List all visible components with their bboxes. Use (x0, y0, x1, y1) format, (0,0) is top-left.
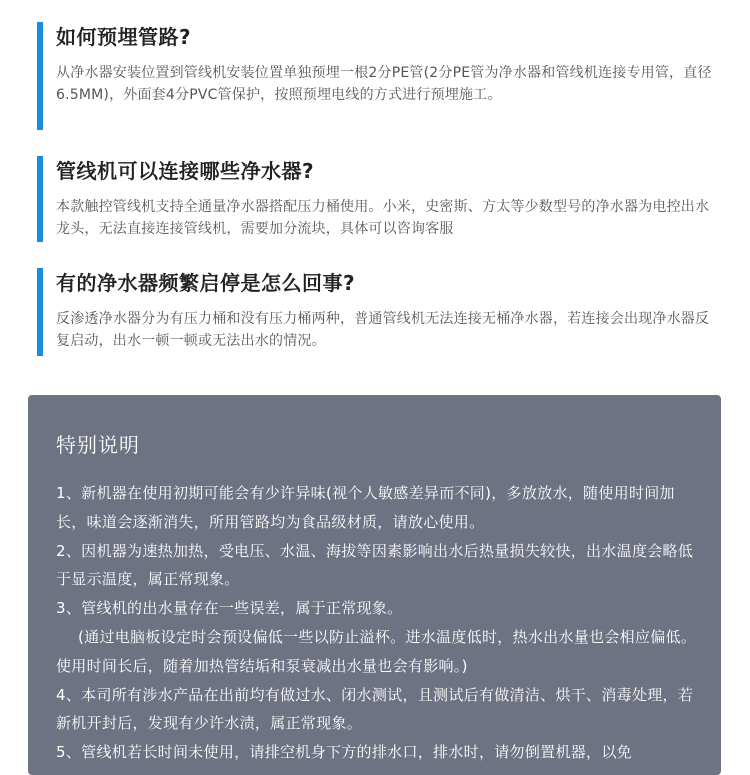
notice-item: 2、因机器为速热加热，受电压、水温、海拔等因素影响出水后热量损失较快，出水温度会略低于显示温度，属正常现象。 (56, 541, 694, 589)
faq-section-preembed-pipe (37, 22, 717, 106)
notice-item: 1、新机器在使用初期可能会有少许异味(视个人敏感差异而不同)，多放放水，随使用时间加长，味道会逐渐消失，所用管路均为食品级材质，请放心使用。 (56, 484, 675, 531)
faq-section-compatible-purifiers (37, 156, 717, 240)
notice-title: 特别说明 (56, 433, 140, 457)
notice-item-note: (通过电脑板设定时会预设偏低一些以防止溢杯。进水温度低时，热水出水量也会相应偏低。使用时间长后，随着加热管结垢和泵衰减出水量也会有影响。) (56, 627, 697, 675)
faq-section-frequent-restart (37, 268, 717, 352)
notice-item: 3、管线机的出水量存在一些误差，属于正常现象。 (56, 599, 403, 618)
faq-question: 管线机可以连接哪些净水器? (56, 159, 315, 183)
special-notice-panel (28, 395, 721, 775)
notice-item: 5、管线机若长时间未使用，请排空机身下方的排水口，排水时，请勿倒置机器，以免 (56, 743, 632, 762)
accent-bar (37, 268, 43, 356)
faq-question: 有的净水器频繁启停是怎么回事? (56, 271, 356, 295)
faq-answer: 从净水器安装位置到管线机安装位置单独预埋一根2分PE管(2分PE管为净水器和管线机连接专用管，直径6.5MM)，外面套4分PVC管保护，按照预埋电线的方式进行预埋施工。 (56, 65, 712, 103)
faq-question: 如何预埋管路? (56, 25, 192, 49)
faq-answer: 反渗透净水器分为有压力桶和没有压力桶两种，普通管线机无法连接无桶净水器，若连接会出现净水器反复启动，出水一顿一顿或无法出水的情况。 (56, 311, 710, 349)
notice-item: 4、本司所有涉水产品在出前均有做过水、闭水测试，且测试后有做清洁、烘干、消毒处理，若新机开封后，发现有少许水渍，属正常现象。 (56, 685, 694, 733)
accent-bar (37, 156, 43, 242)
faq-answer: 本款触控管线机支持全通量净水器搭配压力桶使用。小米，史密斯、方太等少数型号的净水器为电控出水龙头，无法直接连接管线机，需要加分流块，具体可以咨询客服 (56, 199, 710, 237)
accent-bar (37, 22, 43, 130)
notice-list (56, 479, 704, 767)
